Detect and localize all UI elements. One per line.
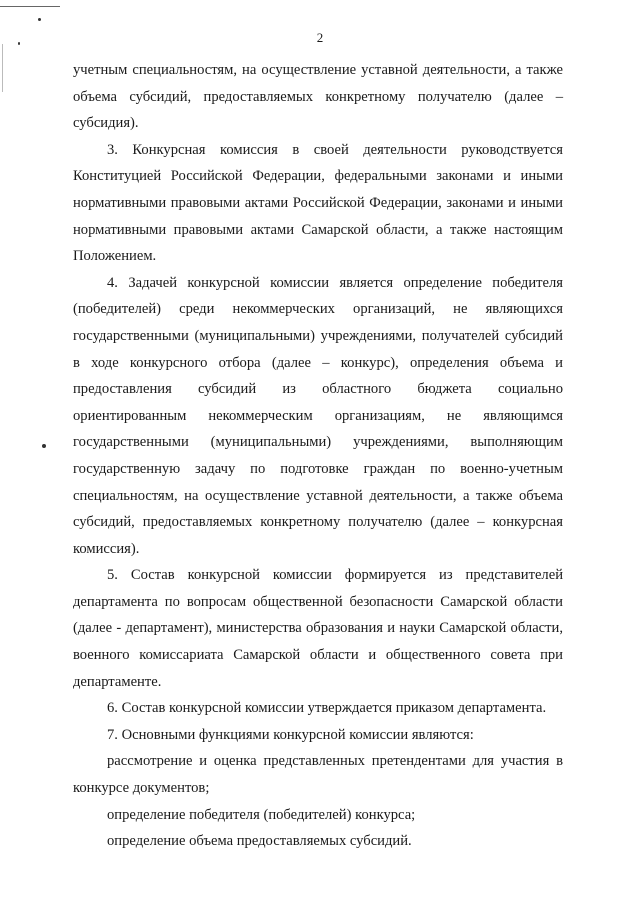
- scan-artifact-line: [0, 6, 60, 7]
- paragraph-4: 4. Задачей конкурсной комиссии является определение победителя (победителей) среди некоммерческих организаций, не являющихся государственными (муниципальными) учреждениями, получателей субсидий в ходе конкурсного отбора (далее – конкурс), определения объема и предоставления субсидий из областного бюджета социально ориентированным некоммерческим организациям, не являющимся государственными (муниципальными) учреждениями, выполняющим государственную задачу по подготовке граждан по военно-учетным специальностям, на осуществление уставной деятельности, а также объема субсидий, предоставляемых конкретному получателю (далее – конкурсная комиссия).: [73, 274, 563, 557]
- paragraph-7-item-3: определение объема предоставляемых субсидий.: [107, 833, 412, 850]
- document-body: [73, 57, 563, 855]
- scan-artifact-dot: [38, 18, 41, 21]
- paragraph-6: 6. Состав конкурсной комиссии утверждается приказом департамента.: [107, 700, 547, 717]
- paragraph-5: 5. Состав конкурсной комиссии формируется из представителей департамента по вопросам общественной безопасности Самарской области (далее - департамент), министерства образования и науки Самарской области, военного комиссариата Самарской области и общественного совета при департаменте.: [73, 567, 563, 690]
- page-number: 2: [316, 30, 324, 45]
- scan-artifact-dot: [42, 444, 46, 448]
- paragraph-7: 7. Основными функциями конкурсной комиссии являются:: [107, 726, 474, 743]
- paragraph-7-item-2: определение победителя (победителей) конкурса;: [107, 806, 416, 823]
- paragraph-7-item-1: рассмотрение и оценка представленных претендентами для участия в конкурсе документов;: [73, 753, 563, 797]
- paragraph-continuation: учетным специальностям, на осуществление уставной деятельности, а также объема субсидий, предоставляемых конкретному получателю (далее – субсидия).: [73, 62, 563, 132]
- paragraph-3: 3. Конкурсная комиссия в своей деятельности руководствуется Конституцией Российской Федерации, федеральными законами и иными нормативными правовыми актами Российской Федерации, законами и иными нормативными правовыми актами Самарской области, а также настоящим Положением.: [73, 141, 563, 265]
- scan-artifact-edge: [2, 44, 3, 92]
